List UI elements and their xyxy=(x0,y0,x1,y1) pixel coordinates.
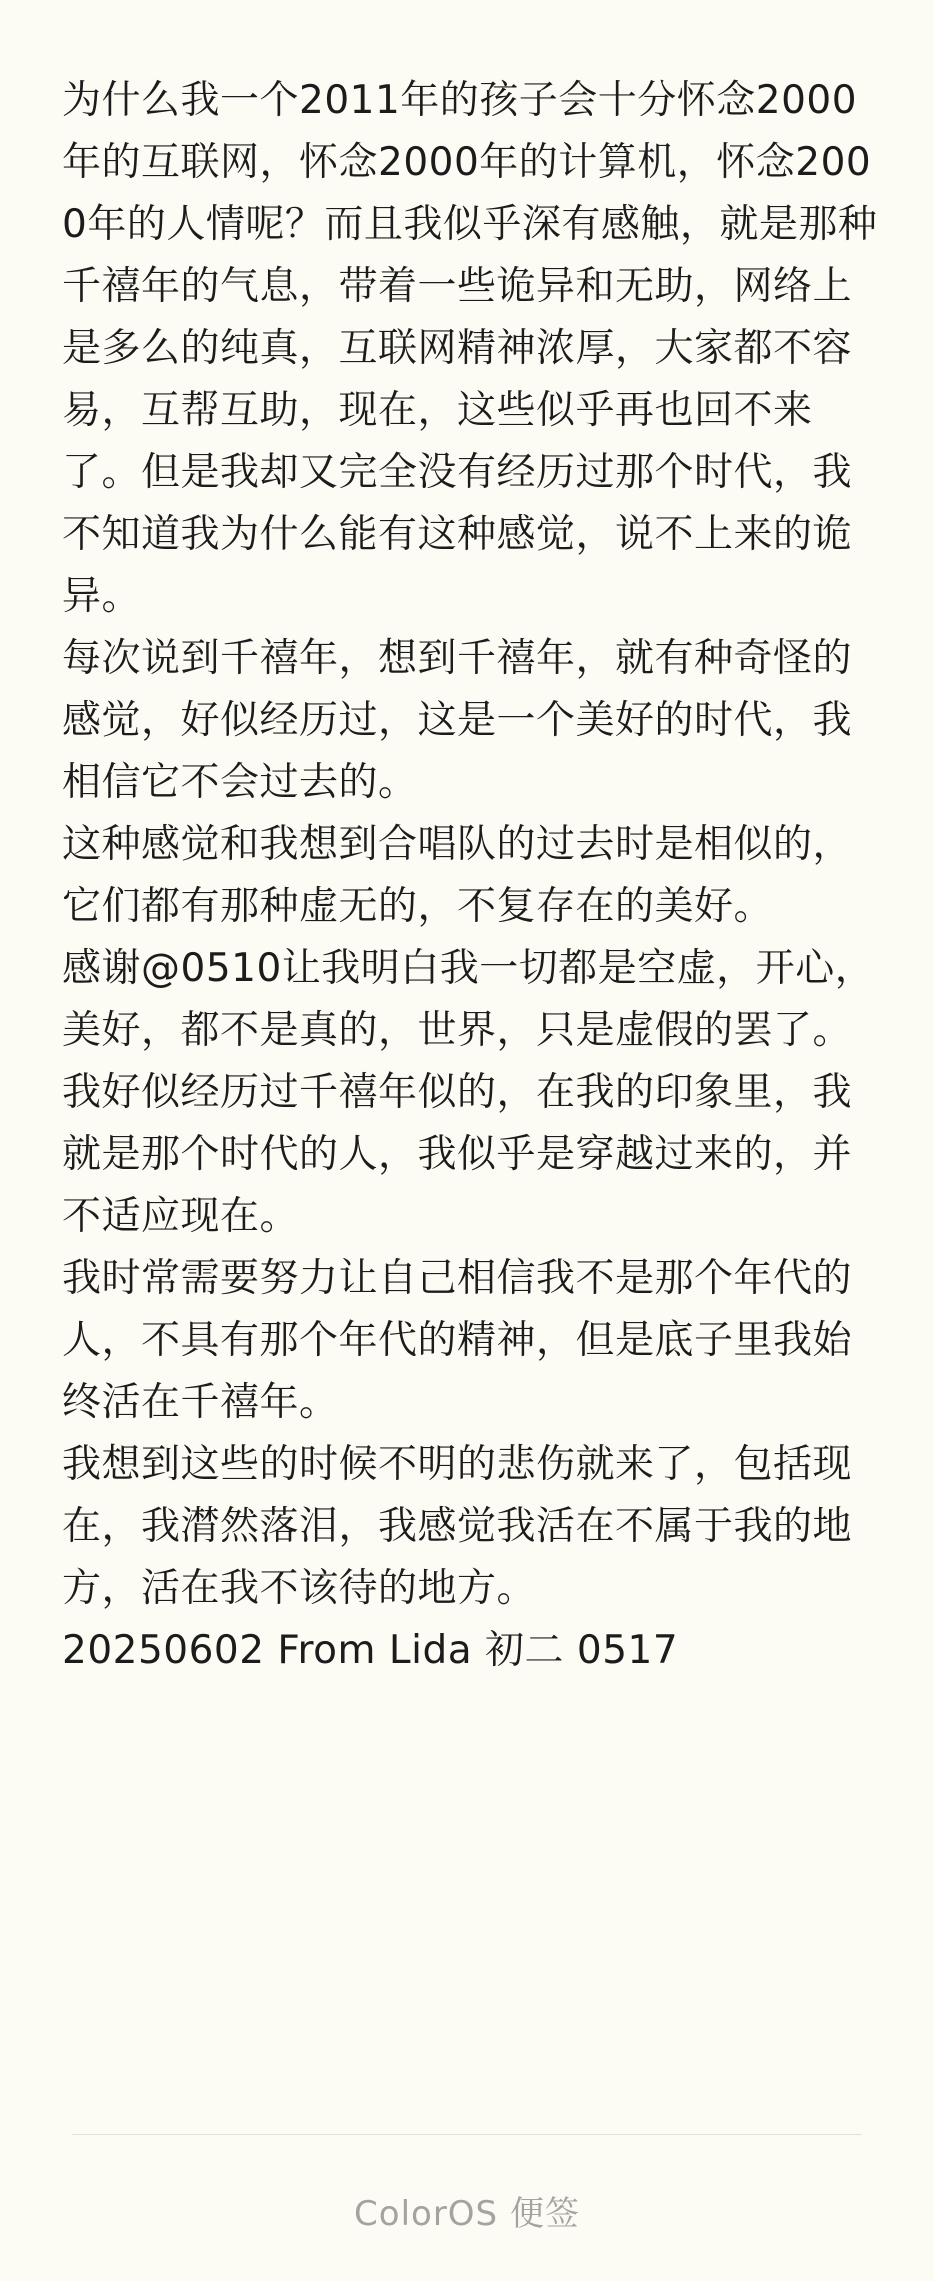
note-paragraph-3: 这种感觉和我想到合唱队的过去时是相似的，它们都有那种虚无的，不复存在的美好。 xyxy=(62,822,853,929)
note-paragraph-1: 为什么我一个2011年的孩子会十分怀念2000年的互联网，怀念2000年的计算机，怀念2000年的人情呢？而且我似乎深有感触，就是那种千禧年的气息，带着一些诡异和无助，网络上是多么的纯真，互联网精神浓厚，大家都不容易，互帮互助，现在，这些似乎再也回不来了。但是我却又完全没有经历过那个时代，我不知道我为什么能有这种感觉，说不上来的诡异。 xyxy=(62,78,878,619)
note-signature: 20250602 From Lida 初二 0517 xyxy=(62,1628,679,1673)
footer-divider xyxy=(72,2134,862,2135)
note-body[interactable] xyxy=(62,70,882,1682)
note-paragraph-5: 我好似经历过千禧年似的，在我的印象里，我就是那个时代的人，我似乎是穿越过来的，并不适应现在。 xyxy=(62,1070,853,1239)
note-paragraph-2: 每次说到千禧年，想到千禧年，就有种奇怪的感觉，好似经历过，这是一个美好的时代，我相信它不会过去的。 xyxy=(62,636,853,805)
app-watermark: ColorOS 便签 xyxy=(354,2194,580,2234)
note-paragraph-6: 我时常需要努力让自己相信我不是那个年代的人，不具有那个年代的精神，但是底子里我始终活在千禧年。 xyxy=(62,1256,853,1425)
note-paragraph-7: 我想到这些的时候不明的悲伤就来了，包括现在，我潸然落泪，我感觉我活在不属于我的地方，活在我不该待的地方。 xyxy=(62,1442,853,1611)
note-paragraph-4: 感谢@0510让我明白我一切都是空虚，开心，美好，都不是真的，世界，只是虚假的罢了。 xyxy=(62,946,875,1053)
